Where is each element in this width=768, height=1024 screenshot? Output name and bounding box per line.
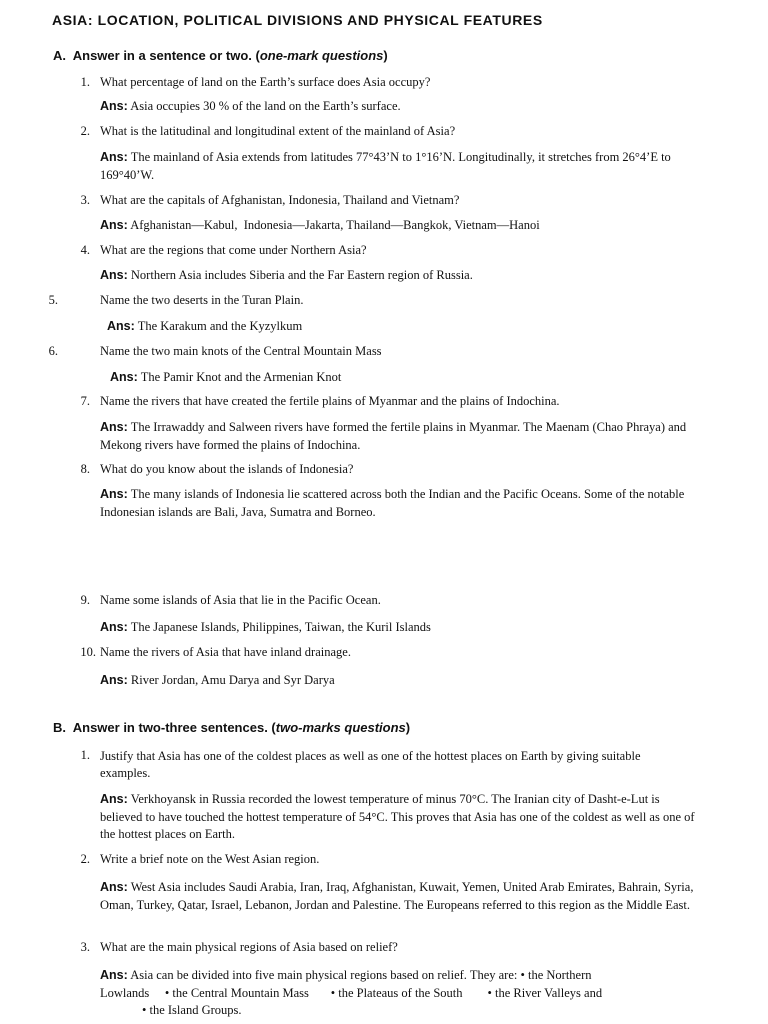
answer-text: The Japanese Islands, Philippines, Taiwan, the Kuril Islands: [130, 620, 431, 634]
answer-label: Ans:: [100, 620, 128, 634]
answer-label: Ans:: [100, 99, 128, 113]
question-text: Name some islands of Asia that lie in the Pacific Ocean.: [100, 593, 381, 607]
question-number: 10.: [80, 645, 96, 659]
answer-a5: [107, 318, 712, 336]
question-text: Name the two deserts in the Turan Plain.: [100, 293, 304, 307]
question-text: What are the regions that come under Northern Asia?: [100, 243, 367, 257]
answer-a10: [100, 672, 705, 690]
answer-text: The many islands of Indonesia lie scattered across both the Indian and the Pacific Oceans. Some of the notable Indonesian islands are Bali, Java, Sumatra and Borneo.: [100, 487, 685, 519]
section-a-letter: A.: [53, 48, 66, 63]
question-text: What percentage of land on the Earth’s surface does Asia occupy?: [100, 75, 431, 89]
question-number: 8.: [80, 462, 90, 476]
answer-label: Ans:: [110, 370, 138, 384]
answer-label: Ans:: [100, 968, 128, 982]
section-a-text: Answer in a sentence or two. (: [72, 48, 260, 63]
answer-a3: [100, 217, 705, 235]
section-a-heading: [53, 48, 388, 63]
answer-a4: [100, 267, 705, 285]
section-b-close: ): [405, 720, 411, 735]
answer-text: Northern Asia includes Siberia and the Far Eastern region of Russia.: [130, 268, 473, 282]
answer-text: The Karakum and the Kyzylkum: [137, 319, 303, 333]
answer-a6: [110, 369, 715, 387]
question-number: 2.: [80, 124, 90, 138]
answer-a9: [100, 619, 705, 637]
question-number: 1.: [80, 75, 90, 89]
answer-label: Ans:: [100, 880, 128, 894]
question-number: 6.: [48, 344, 58, 358]
question-number: 3.: [80, 193, 90, 207]
answer-label: Ans:: [100, 268, 128, 282]
question-text: What is the latitudinal and longitudinal extent of the mainland of Asia?: [100, 124, 456, 138]
section-b-text: Answer in two-three sentences. (: [72, 720, 276, 735]
answer-b3: [100, 967, 720, 1020]
answer-label: Ans:: [100, 218, 128, 232]
answer-a7: [100, 419, 705, 454]
question-text: Name the rivers of Asia that have inland drainage.: [100, 645, 351, 659]
section-b-heading: [53, 720, 410, 735]
answer-text: The mainland of Asia extends from latitudes 77°43’N to 1°16’N. Longitudinally, it stretches from 26°4’E to 169°40’W.: [100, 150, 671, 182]
question-number: 2.: [80, 852, 90, 866]
question-text: What are the main physical regions of Asia based on relief?: [100, 940, 398, 954]
answer-line-2: Lowlands • the Central Mountain Mass • the Plateaus of the South • the River Valleys and: [100, 985, 603, 1000]
question-text: What are the capitals of Afghanistan, Indonesia, Thailand and Vietnam?: [100, 193, 460, 207]
question-text: Name the rivers that have created the fertile plains of Myanmar and the plains of Indochina.: [100, 394, 560, 408]
section-a-emphasis: one-mark questions: [259, 48, 384, 63]
answer-text: The Irrawaddy and Salween rivers have formed the fertile plains in Myanmar. The Maenam (Chao Phraya) and Mekong rivers have formed the plains of Indochina.: [100, 420, 687, 452]
answer-a8: [100, 486, 705, 521]
question-text: Justify that Asia has one of the coldest places as well as one of the hottest places on Earth by giving suitable examples.: [100, 749, 641, 780]
answer-label: Ans:: [100, 487, 128, 501]
answer-line-1: [100, 967, 720, 985]
answer-a1: [100, 98, 705, 116]
question-number: 1.: [80, 748, 90, 762]
answer-text: Asia occupies 30 % of the land on the Earth’s surface.: [130, 99, 401, 113]
answer-text: Asia can be divided into five main physical regions based on relief. They are: • the Northern: [130, 968, 592, 982]
answer-text: The Pamir Knot and the Armenian Knot: [140, 370, 342, 384]
answer-label: Ans:: [100, 150, 128, 164]
answer-b1: [100, 791, 705, 844]
question-text: Write a brief note on the West Asian region.: [100, 852, 320, 866]
answer-b2: [100, 879, 705, 914]
answer-label: Ans:: [107, 319, 135, 333]
answer-text: Afghanistan—Kabul, Indonesia—Jakarta, Thailand—Bangkok, Vietnam—Hanoi: [127, 218, 540, 232]
answer-text: West Asia includes Saudi Arabia, Iran, Iraq, Afghanistan, Kuwait, Yemen, United Arab Emirates, Bahrain, Syria, Oman, Turkey, Qatar, Israel, Lebanon, Jordan and Palestine. The Europeans referred to this region as the Middle East.: [100, 880, 694, 912]
answer-a2: [100, 149, 705, 184]
answer-text: River Jordan, Amu Darya and Syr Darya: [130, 673, 335, 687]
question-text: What do you know about the islands of Indonesia?: [100, 462, 354, 476]
question-number: 4.: [80, 243, 90, 257]
question-number: 5.: [48, 293, 58, 307]
question-number: 7.: [80, 394, 90, 408]
section-b-emphasis: two-marks questions: [275, 720, 406, 735]
question-number: 3.: [80, 940, 90, 954]
answer-label: Ans:: [100, 673, 128, 687]
section-b-letter: B.: [53, 720, 66, 735]
answer-text: Verkhoyansk in Russia recorded the lowest temperature of minus 70°C. The Iranian city of Dasht-e-Lut is believed to have touched the hottest temperature of 54°C. This proves that Asia has one of the coldest as well as one of the hottest places on Earth.: [100, 792, 695, 841]
section-a-close: ): [383, 48, 388, 63]
page-title: ASIA: LOCATION, POLITICAL DIVISIONS AND PHYSICAL FEATURES: [52, 12, 543, 28]
question-number: 9.: [80, 593, 90, 607]
answer-label: Ans:: [100, 420, 128, 434]
answer-line-3: • the Island Groups.: [142, 1003, 242, 1017]
answer-label: Ans:: [100, 792, 128, 806]
question-text: Name the two main knots of the Central Mountain Mass: [100, 344, 382, 358]
